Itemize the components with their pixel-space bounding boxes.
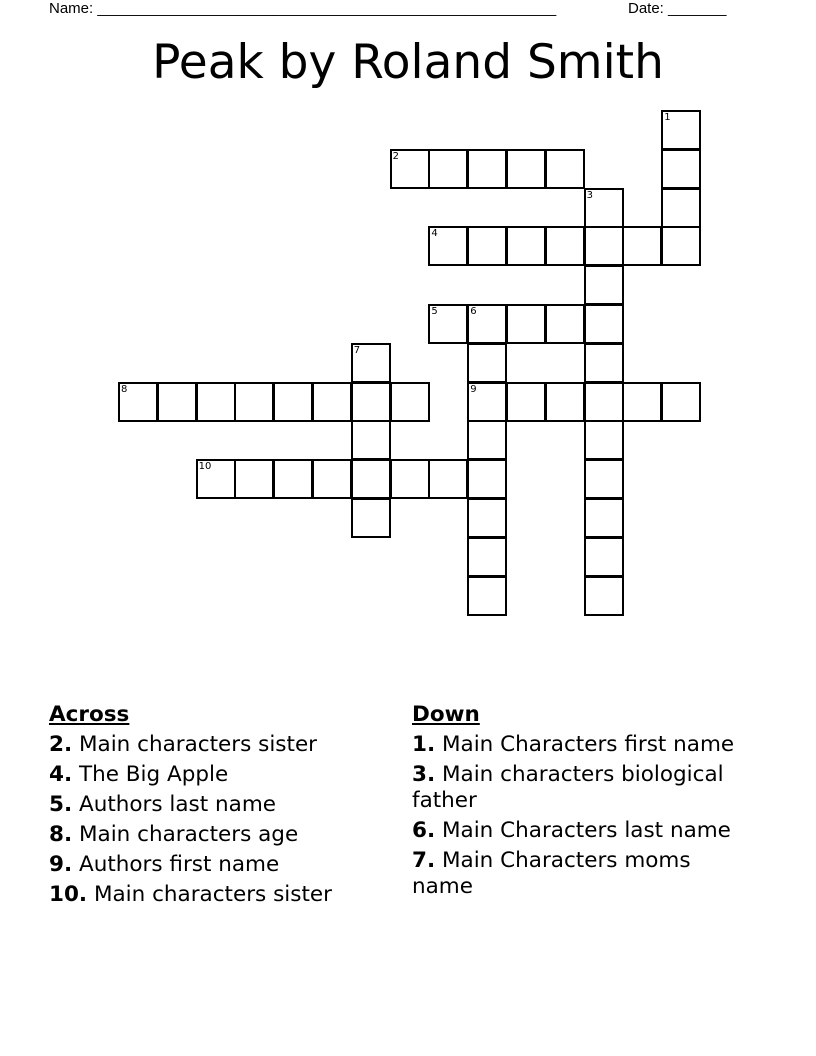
grid-cell[interactable] <box>157 382 197 422</box>
grid-cell[interactable] <box>545 304 585 344</box>
grid-cell[interactable] <box>584 537 624 577</box>
grid-cell[interactable] <box>584 459 624 499</box>
grid-cell[interactable] <box>351 420 391 460</box>
clue-text: Authors last name <box>78 792 276 817</box>
clue-text: Main characters sister <box>78 732 318 757</box>
clue-number-label: 4 <box>431 228 438 240</box>
page-title: Peak by Roland Smith <box>152 35 664 90</box>
grid-cell[interactable] <box>622 382 662 422</box>
grid-cell[interactable] <box>506 304 546 344</box>
clue-text: Main characters sister <box>93 882 332 907</box>
grid-cell[interactable] <box>467 149 507 189</box>
clue-number: 1. <box>412 732 436 757</box>
across-clue <box>49 882 389 908</box>
clue-text: Authors first name <box>78 852 280 877</box>
name-label: Name: <box>49 0 94 17</box>
across-clue <box>49 822 389 848</box>
grid-cell[interactable] <box>584 498 624 538</box>
grid-cell[interactable] <box>467 537 507 577</box>
grid-cell[interactable] <box>467 226 507 266</box>
clue-number-label: 1 <box>664 112 671 123</box>
grid-cell[interactable] <box>234 459 274 499</box>
grid-cell[interactable] <box>351 459 391 499</box>
grid-cell[interactable] <box>661 226 701 266</box>
down-clue <box>412 732 752 758</box>
clue-number: 6. <box>412 818 436 843</box>
grid-cell[interactable] <box>584 304 624 344</box>
grid-cell[interactable] <box>467 304 507 344</box>
grid-cell[interactable] <box>467 343 507 383</box>
clue-number-label: 7 <box>353 344 361 356</box>
grid-cell[interactable] <box>234 382 274 422</box>
grid-cell[interactable] <box>545 149 585 189</box>
across-clue <box>49 732 389 758</box>
clue-text: The Big Apple <box>78 762 229 787</box>
grid-cell[interactable] <box>351 343 391 383</box>
name-blank: _______________________________________________________ <box>97 0 557 17</box>
grid-cell[interactable] <box>118 382 158 422</box>
grid-cell[interactable] <box>584 382 624 422</box>
grid-cell[interactable] <box>506 382 546 422</box>
grid-cell[interactable] <box>467 498 507 538</box>
clue-number: 8. <box>49 822 73 847</box>
clue-number: 9. <box>49 852 73 877</box>
grid-cell[interactable] <box>467 382 507 422</box>
down-clues <box>412 702 752 904</box>
clue-number-label: 8 <box>121 383 128 395</box>
grid-cell[interactable] <box>584 576 624 616</box>
grid-cell[interactable] <box>545 226 585 266</box>
grid-cell[interactable] <box>584 420 624 460</box>
grid-cell[interactable] <box>273 382 313 422</box>
grid-cell[interactable] <box>545 382 585 422</box>
clue-number-label: 3 <box>586 189 593 201</box>
grid-cell[interactable] <box>428 149 468 189</box>
clue-text: Main characters biological father <box>412 762 724 813</box>
across-heading: Across <box>49 702 130 727</box>
grid-cell[interactable] <box>506 149 546 189</box>
grid-cell[interactable] <box>584 226 624 266</box>
grid-cell[interactable] <box>390 459 430 499</box>
grid-cell[interactable] <box>661 188 701 228</box>
across-clue <box>49 792 389 818</box>
grid-cell[interactable] <box>661 110 701 150</box>
grid-cell[interactable] <box>428 304 468 344</box>
clue-number: 2. <box>49 732 73 757</box>
down-heading: Down <box>412 702 480 727</box>
clue-number: 7. <box>412 848 436 873</box>
clue-number-label: 9 <box>470 383 477 395</box>
down-clue <box>412 818 752 844</box>
date-label: Date: <box>628 0 664 17</box>
clue-number-label: 6 <box>470 306 477 317</box>
grid-cell[interactable] <box>428 226 468 266</box>
grid-cell[interactable] <box>273 459 313 499</box>
grid-cell[interactable] <box>196 459 236 499</box>
grid-cell[interactable] <box>661 149 701 189</box>
grid-cell[interactable] <box>351 382 391 422</box>
clue-number-label: 10 <box>198 461 212 473</box>
grid-cell[interactable] <box>467 576 507 616</box>
grid-cell[interactable] <box>584 188 624 228</box>
grid-cell[interactable] <box>661 382 701 422</box>
clue-number: 3. <box>412 762 436 787</box>
grid-cell[interactable] <box>506 226 546 266</box>
grid-cell[interactable] <box>390 149 430 189</box>
clue-number: 5. <box>49 792 73 817</box>
across-clues <box>49 702 389 912</box>
clue-text: Main Characters moms name <box>412 848 691 899</box>
clue-text: Main Characters first name <box>441 732 735 757</box>
clue-number-label: 5 <box>431 306 438 317</box>
grid-cell[interactable] <box>467 459 507 499</box>
clue-number: 4. <box>49 762 73 787</box>
grid-cell[interactable] <box>312 459 352 499</box>
clue-text: Main Characters last name <box>441 818 731 843</box>
grid-cell[interactable] <box>584 265 624 305</box>
down-clue <box>412 762 752 814</box>
grid-cell[interactable] <box>467 420 507 460</box>
grid-cell[interactable] <box>351 498 391 538</box>
down-clue <box>412 848 752 900</box>
clue-number: 10. <box>49 882 88 907</box>
across-clue <box>49 762 389 788</box>
clue-text: Main characters age <box>78 822 299 847</box>
grid-cell[interactable] <box>390 382 430 422</box>
grid-cell[interactable] <box>312 382 352 422</box>
across-clue <box>49 852 389 878</box>
date-blank: _______ <box>668 0 727 17</box>
grid-cell[interactable] <box>622 226 662 266</box>
grid-cell[interactable] <box>196 382 236 422</box>
grid-cell[interactable] <box>428 459 468 499</box>
grid-cell[interactable] <box>584 343 624 383</box>
clue-number-label: 2 <box>392 150 399 162</box>
